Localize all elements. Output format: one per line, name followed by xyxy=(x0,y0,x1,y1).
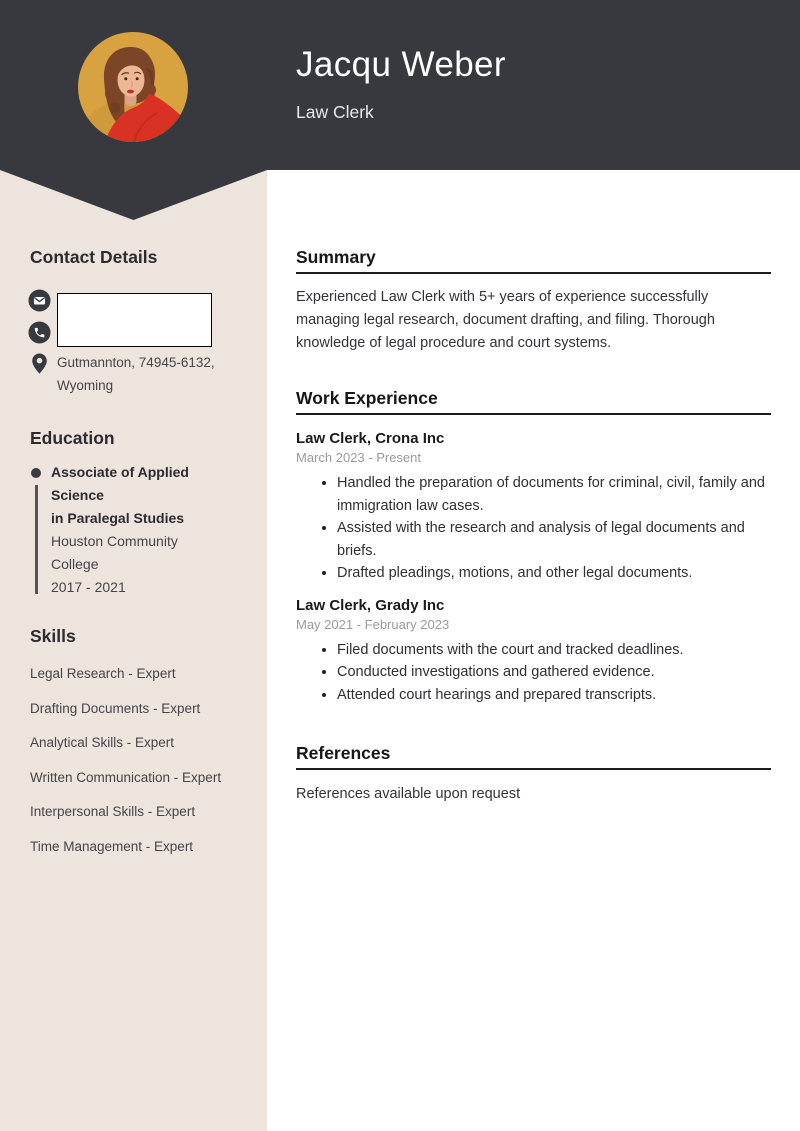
job-title: Law Clerk, Crona Inc xyxy=(296,430,445,447)
job-entry xyxy=(296,429,771,585)
school-name xyxy=(51,530,242,576)
main-content xyxy=(296,246,771,805)
degree-line-2: in Paralegal Studies xyxy=(51,510,185,526)
contact-body xyxy=(30,284,242,395)
job-bullet: • Filed documents with the court and tracked deadlines. xyxy=(337,639,771,662)
timeline-dot xyxy=(31,468,41,478)
timeline-line xyxy=(35,485,38,594)
skills-list xyxy=(30,663,222,857)
summary-text: Experienced Law Clerk with 5+ years of experience successfully managing legal research, document drafting, and filing. Thorough knowledge of legal procedure and court systems. xyxy=(296,289,715,351)
skill-item: Analytical Skills - Expert xyxy=(30,735,175,750)
portrait-illustration xyxy=(78,32,188,142)
skills-section xyxy=(30,625,242,857)
education-heading: Education xyxy=(30,428,115,448)
skill-item: Time Management - Expert xyxy=(30,838,194,854)
education-dates: 2017 - 2021 xyxy=(51,579,126,595)
education-section xyxy=(30,427,242,599)
job-entry xyxy=(296,596,771,707)
education-item xyxy=(30,461,242,599)
job-bullet: • Handled the preparation of documents for criminal, civil, family and immigration law cases. xyxy=(337,472,771,517)
email-icon xyxy=(28,289,51,312)
references-section xyxy=(296,742,771,805)
location-line-1: Gutmannton, 74945-6132, xyxy=(57,355,215,370)
person-job-title: Law Clerk xyxy=(296,102,374,122)
skill-item: Legal Research - Expert xyxy=(30,666,176,681)
work-experience-heading: Work Experience xyxy=(296,387,771,415)
job-bullet: • Attended court hearings and prepared transcripts. xyxy=(337,684,771,707)
location-text xyxy=(57,351,222,397)
references-text: References available upon request xyxy=(296,786,521,802)
degree-name xyxy=(51,461,242,530)
job-dates: May 2021 - February 2023 xyxy=(296,616,450,632)
header-text-block xyxy=(296,44,506,123)
skills-heading: Skills xyxy=(30,626,76,646)
summary-section xyxy=(296,246,771,355)
summary-heading: Summary xyxy=(296,246,771,274)
skill-item: Interpersonal Skills - Expert xyxy=(30,804,196,819)
school-line-1: Houston Community xyxy=(51,533,178,549)
location-line-2: Wyoming xyxy=(57,378,114,393)
redacted-contact-box xyxy=(57,293,212,347)
job-bullet: • Assisted with the research and analysis of legal documents and briefs. xyxy=(337,517,771,562)
job-bullet: • Drafted pleadings, motions, and other legal documents. xyxy=(337,562,771,585)
profile-photo xyxy=(78,32,188,142)
contact-heading: Contact Details xyxy=(30,247,158,267)
school-line-2: College xyxy=(51,556,99,572)
skill-item: Drafting Documents - Expert xyxy=(30,700,201,716)
degree-line-1: Associate of Applied Science xyxy=(51,464,189,503)
contact-section xyxy=(30,246,242,395)
references-heading: References xyxy=(296,742,771,770)
job-title: Law Clerk, Grady Inc xyxy=(296,596,445,614)
phone-icon xyxy=(28,321,51,344)
sidebar-content xyxy=(30,246,242,870)
job-dates: March 2023 - Present xyxy=(296,450,422,465)
location-icon xyxy=(28,352,51,375)
person-name: Jacqu Weber xyxy=(296,45,506,84)
job-bullet: • Conducted investigations and gathered evidence. xyxy=(337,661,771,684)
work-experience-section xyxy=(296,387,771,706)
job-bullet-list xyxy=(296,472,771,585)
skill-item: Written Communication - Expert xyxy=(30,769,222,785)
job-bullet-list xyxy=(296,639,771,707)
